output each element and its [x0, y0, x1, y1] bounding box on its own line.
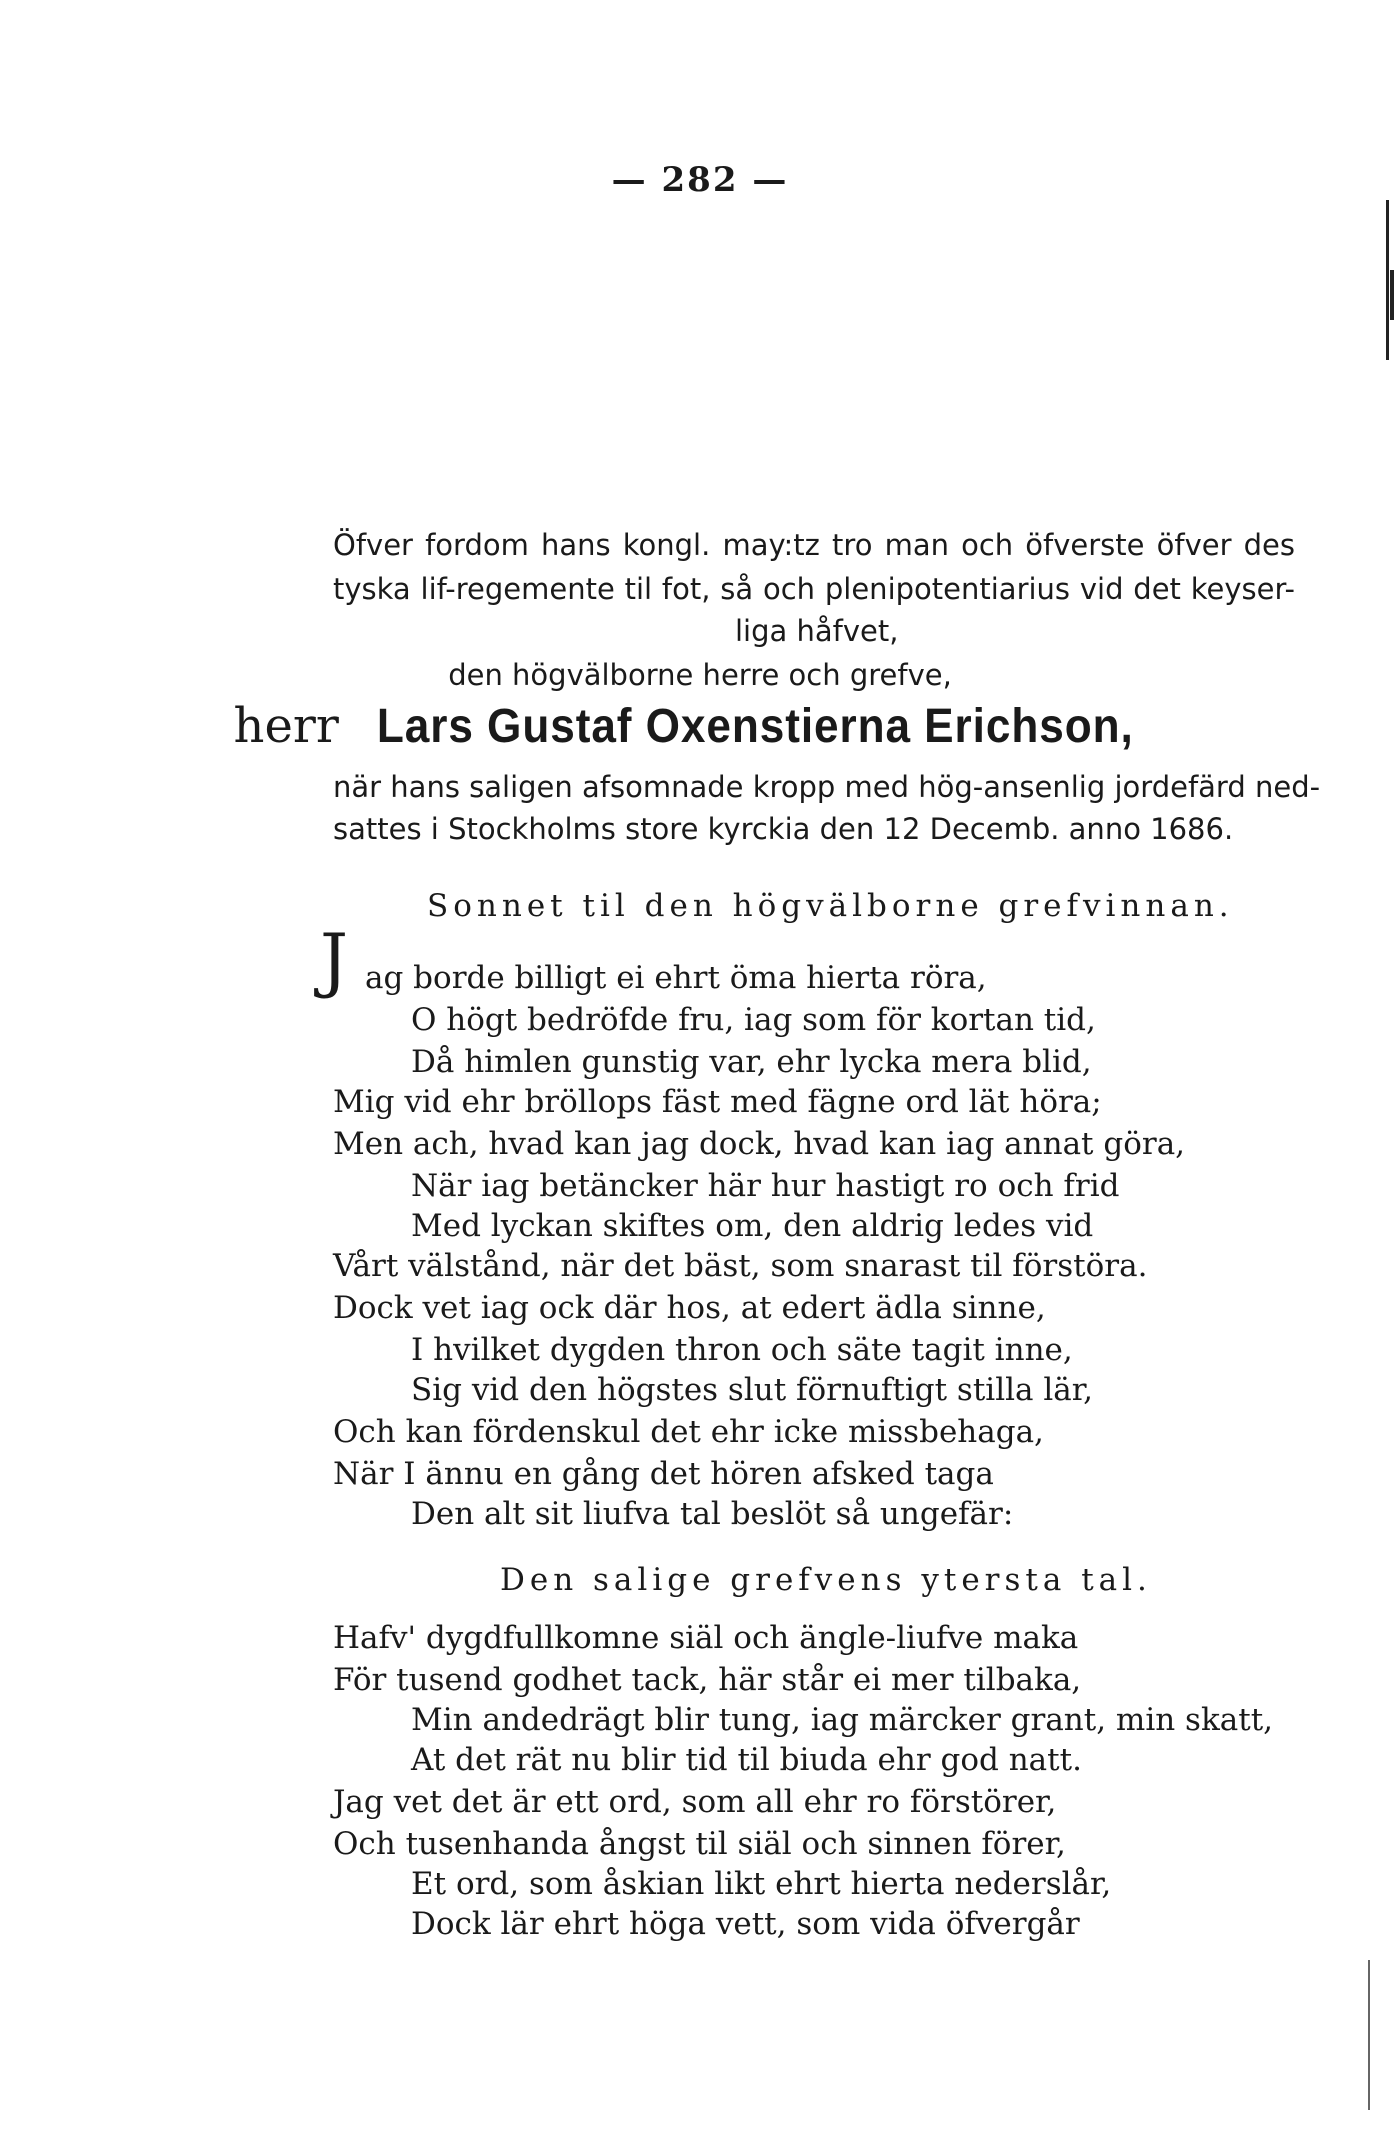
heading-line-2: tyska lif-regemente til fot, så och plenipotentiarius vid det keyser-	[333, 572, 1295, 606]
sonnet-line-12: Och kan fördenskul det ehr icke missbehaga,	[333, 1414, 1044, 1450]
dropcap-letter: J	[320, 919, 349, 1001]
sonnet-line-3: Då himlen gunstig var, ehr lycka mera blid,	[411, 1044, 1092, 1080]
honoree-name	[0, 698, 1400, 754]
page-number: — 282 —	[611, 160, 789, 200]
sonnet-line-9: Dock vet iag ock där hos, at edert ädla sinne,	[333, 1290, 1046, 1326]
sonnet-line-5: Men ach, hvad kan jag dock, hvad kan iag annat göra,	[333, 1126, 1186, 1162]
heading-line-1: Öfver fordom hans kongl. may:tz tro man och öfverste öfver des	[333, 528, 1295, 562]
scan-edge-mark	[1386, 200, 1389, 360]
scan-edge-mark	[1368, 1960, 1370, 2110]
honoree-prefix: herr	[233, 698, 339, 754]
sonnet-line-7: Med lyckan skiftes om, den aldrig ledes vid	[411, 1208, 1094, 1244]
scan-edge-mark	[1390, 270, 1394, 320]
sonnet-line-8: Vårt välstånd, när det bäst, som snarast til förstöra.	[333, 1248, 1148, 1284]
sonnet-line-10: I hvilket dygden thron och säte tagit inne,	[411, 1332, 1073, 1368]
speech-line-5: Jag vet det är ett ord, som all ehr ro förstörer,	[333, 1784, 1057, 1820]
heading-line-7: sattes i Stockholms store kyrckia den 12 Decemb. anno 1686.	[333, 812, 1234, 846]
speech-line-3: Min andedrägt blir tung, iag märcker grant, min skatt,	[411, 1702, 1274, 1738]
sonnet-line-1: ag borde billigt ei ehrt öma hierta röra,	[365, 960, 987, 996]
heading-line-6: när hans saligen afsomnade kropp med hög-ansenlig jordefärd ned-	[333, 770, 1321, 804]
speech-line-4: At det rät nu blir tid til biuda ehr god natt.	[411, 1742, 1082, 1778]
sonnet-line-13: När I ännu en gång det hören afsked taga	[333, 1456, 994, 1492]
sonnet-line-11: Sig vid den högstes slut förnuftigt stilla lär,	[411, 1372, 1094, 1408]
speech-line-7: Et ord, som åskian likt ehrt hierta nederslår,	[411, 1866, 1112, 1902]
sonnet-line-6: När iag betäncker här hur hastigt ro och frid	[411, 1168, 1120, 1204]
honoree-main-name: Lars Gustaf Oxenstierna Erichson,	[376, 700, 1134, 753]
speech-title: Den salige grefvens ytersta tal.	[500, 1562, 1152, 1598]
speech-line-2: För tusend godhet tack, här står ei mer tilbaka,	[333, 1662, 1082, 1698]
speech-line-6: Och tusenhanda ångst til siäl och sinnen förer,	[333, 1826, 1066, 1862]
speech-line-8: Dock lär ehrt höga vett, som vida öfvergår	[411, 1906, 1080, 1942]
speech-line-1: Hafv' dygdfullkomne siäl och ängle-liufve maka	[333, 1620, 1079, 1656]
heading-line-4: den högvälborne herre och grefve,	[448, 658, 952, 692]
sonnet-title: Sonnet til den högvälborne grefvinnan.	[427, 888, 1234, 924]
sonnet-line-14: Den alt sit liufva tal beslöt så ungefär:	[411, 1496, 1014, 1532]
heading-line-3: liga håfvet,	[735, 614, 899, 648]
sonnet-line-4: Mig vid ehr bröllops fäst med fägne ord lät höra;	[333, 1084, 1102, 1120]
sonnet-line-2: O högt bedröfde fru, iag som för kortan tid,	[411, 1002, 1096, 1038]
